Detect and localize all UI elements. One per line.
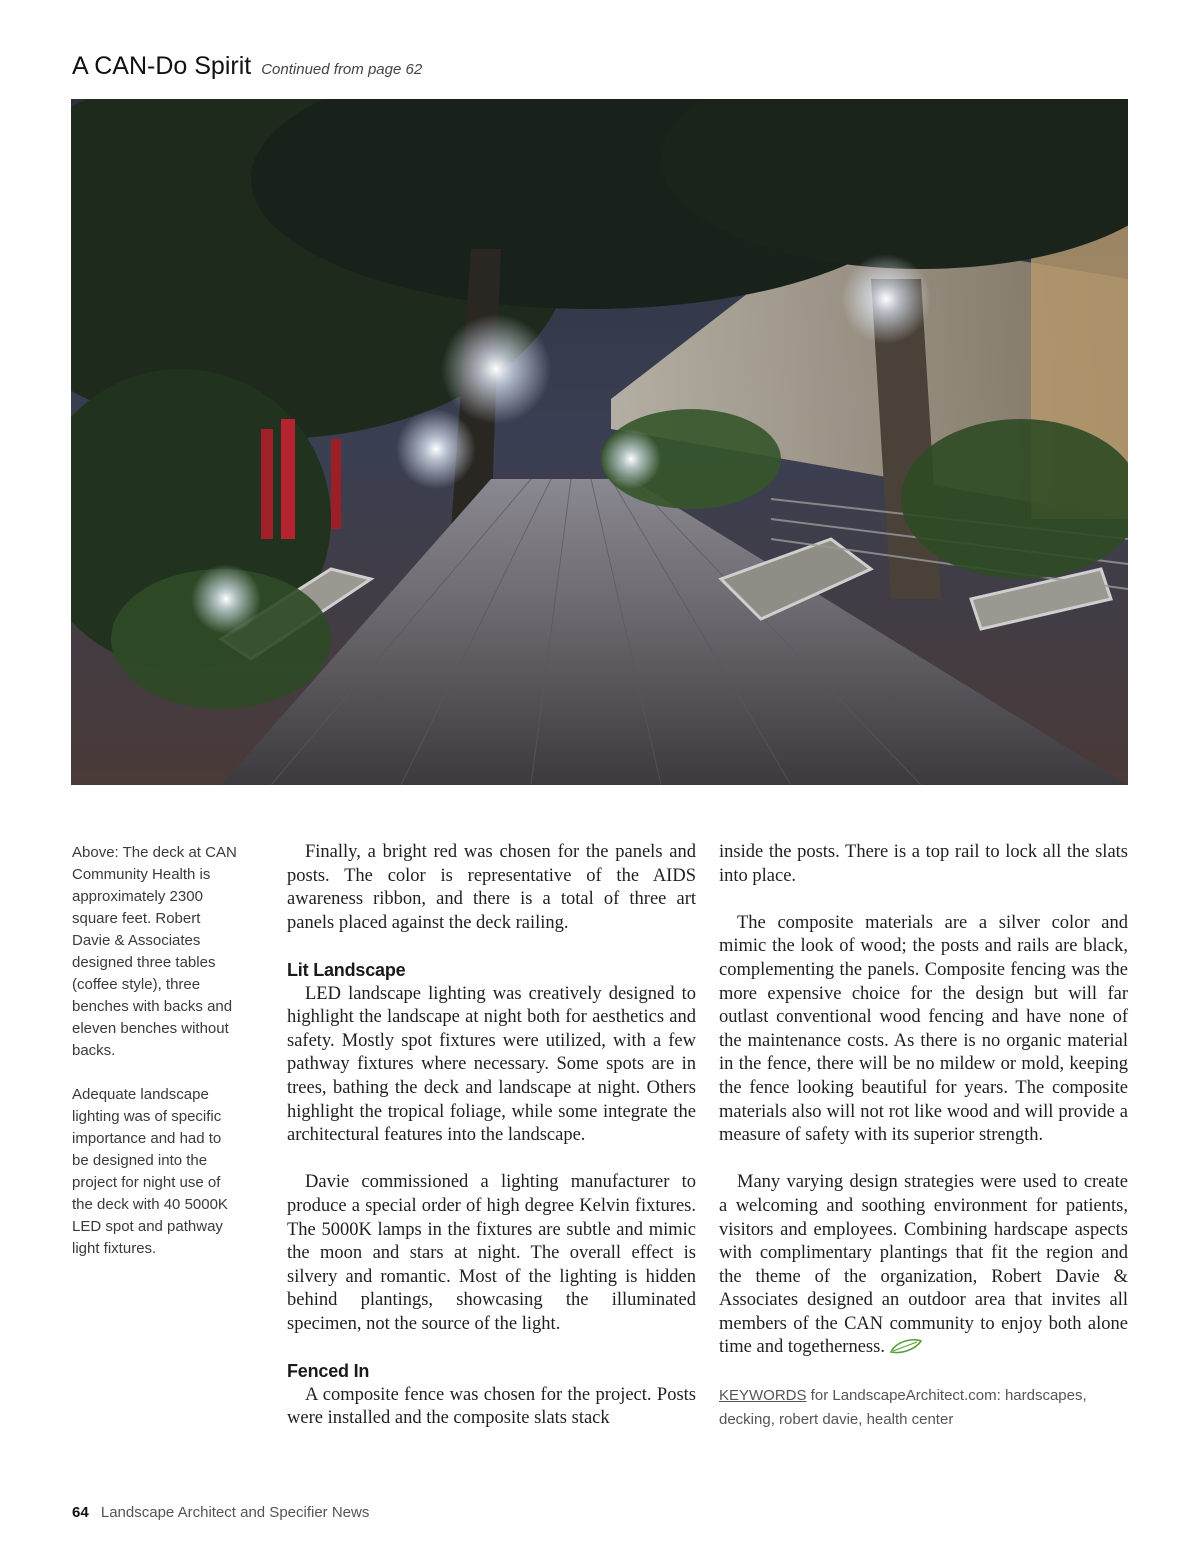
body-paragraph: The composite materials are a silver color and mimic the look of wood; the posts and rails are black, complementing the panels. Composite fencing was the more expensive choice for the design but will far outlast conventional wood fencing and have none of the maintenance costs. As there is no organic material in the fence, there will be no mildew or mold, keeping the fence looking beautiful for years. The composite materials also will not rot like wood and will provide a measure of safety with its superior strength. <box>719 912 1128 1146</box>
keywords-label[interactable]: KEYWORDS <box>719 1387 807 1405</box>
page-number: 64 <box>72 1504 89 1521</box>
section-heading: Lit Landscape <box>287 959 406 980</box>
body-paragraph: A composite fence was chosen for the project. Posts were installed and the composite slats stack <box>287 1384 696 1429</box>
body-paragraph: Davie commissioned a lighting manufacturer to produce a special order of high degree Kelvin fixtures. The 5000K lamps in the fixtures are subtle and mimic the moon and stars at night. The overall effect is silvery and romantic. Most of the lighting is hidden behind plantings, showcasing the illuminated specimen, not the source of the light. <box>287 1172 696 1334</box>
deck-photo <box>71 99 1128 785</box>
page-footer <box>72 1504 369 1521</box>
article-column-right <box>719 841 1128 1432</box>
keywords-text: for LandscapeArchitect.com: hardscapes, decking, robert davie, health center <box>719 1387 1087 1429</box>
body-paragraph: Finally, a bright red was chosen for the panels and posts. The color is representative of the AIDS awareness ribbon, and there is a total of three art panels placed against the deck railing. <box>287 842 696 933</box>
body-paragraph-final <box>719 1171 1128 1360</box>
keywords-line <box>719 1384 1128 1432</box>
article-column-middle <box>287 841 696 1431</box>
body-paragraph: LED landscape lighting was creatively designed to highlight the landscape at night both for aesthetics and safety. Mostly spot fixtures were utilized, with a few pathway fixtures where necessary. Some spots are in trees, bathing the deck and landscape at night. Others highlight the tropical foliage, while some integrate the architectural features into the landscape. <box>287 983 696 1146</box>
publication-name: Landscape Architect and Specifier News <box>100 1504 370 1521</box>
leaf-icon <box>889 1338 923 1354</box>
photo-caption <box>72 842 237 1260</box>
night-deck-photo-illustration <box>71 99 1128 785</box>
caption-paragraph: Adequate landscape lighting was of specific importance and had to be designed into the project for night use of the deck with 40 5000K LED spot and pathway light fixtures. <box>72 1086 228 1257</box>
continued-note: Continued from page 62 <box>261 61 423 78</box>
body-paragraph: inside the posts. There is a top rail to lock all the slats into place. <box>719 842 1128 886</box>
caption-paragraph: Above: The deck at CAN Community Health is approximately 2300 square feet. Robert Davie & Associates designed three tables (coffee style), three benches with backs and eleven benches without backs. <box>72 844 237 1059</box>
article-title: A CAN-Do Spirit <box>72 52 252 80</box>
section-heading: Fenced In <box>287 1361 370 1382</box>
final-paragraph-text: Many varying design strategies were used to create a welcoming and soothing environment for patients, visitors and employees. Combining hardscape aspects with complimentary plantings that fit the region and the theme of the organization, Robert Davie & Associates designed an outdoor area that invites all members of the CAN community to enjoy both alone time and togetherness. <box>719 1172 1128 1358</box>
page-header <box>72 52 422 81</box>
